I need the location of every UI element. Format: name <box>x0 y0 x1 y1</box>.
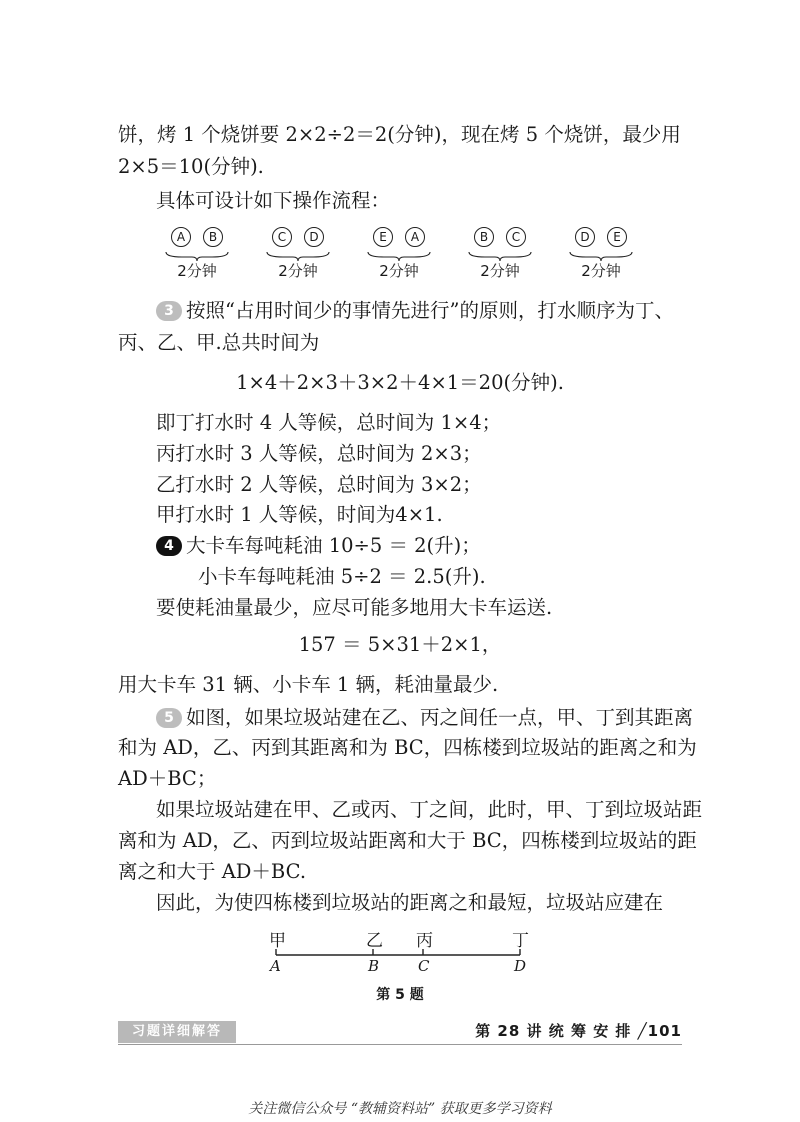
text-line: AD＋BC； <box>118 767 217 790</box>
watermark-text: 关注微信公众号 “教辅资料站” 获取更多学习资料 <box>248 1101 552 1117</box>
point-name: 乙 <box>366 931 383 951</box>
text-line: 离之和大于 AD＋BC. <box>118 860 307 883</box>
point-name: 丙 <box>416 931 433 951</box>
question-number-badge: 3 <box>156 301 182 321</box>
flow-step <box>162 226 232 280</box>
question-number-badge: 5 <box>156 708 182 728</box>
point-letter: C <box>418 957 430 975</box>
section-tag: 习题详细解答 <box>118 1021 236 1043</box>
question-number-badge: 4 <box>156 536 182 556</box>
flow-label: 2分钟 <box>581 262 621 280</box>
flow-label: 2分钟 <box>379 262 419 280</box>
circled-letter: E <box>607 227 627 247</box>
point-letter: B <box>368 957 380 975</box>
text-line: 乙打水时 2 人等候，总时间为 3×2； <box>156 473 482 496</box>
point-name: 甲 <box>269 931 286 951</box>
formula: 157 ＝ 5×31＋2×1， <box>298 633 502 656</box>
circled-letter: C <box>506 227 526 247</box>
text-line: 丙、乙、甲.总共时间为 <box>118 331 320 354</box>
text-line: 用大卡车 31 辆、小卡车 1 辆，耗油量最少. <box>118 673 499 696</box>
flow-step <box>566 226 636 280</box>
text: 大卡车每吨耗油 10÷5 ＝ 2(升)； <box>186 534 481 557</box>
page-footer <box>475 1020 682 1041</box>
text-line: 甲打水时 1 人等候，时间为4×1. <box>156 503 443 526</box>
point-letter: D <box>514 957 527 975</box>
text-line: 具体可设计如下操作流程： <box>156 189 391 212</box>
page-number: ╱101 <box>637 1022 682 1040</box>
text-line: 如果垃圾站建在甲、乙或丙、丁之间，此时，甲、丁到垃圾站距 <box>156 798 703 821</box>
text-line: 要使耗油量最少，应尽可能多地用大卡车运送. <box>156 596 553 619</box>
flow-step <box>465 226 535 280</box>
chapter-title: 第 28 讲 统 筹 安 排 <box>475 1022 632 1040</box>
flow-label: 2分钟 <box>480 262 520 280</box>
flow-step <box>364 226 434 280</box>
question-3-line <box>156 296 674 326</box>
circled-letter: B <box>203 227 223 247</box>
text-line: 因此，为使四栋楼到垃圾站的距离之和最短，垃圾站应建在 <box>156 891 664 914</box>
circled-letter: D <box>575 227 595 247</box>
question-4-line <box>156 531 481 561</box>
number-line-icon <box>260 940 550 970</box>
circled-letter: B <box>474 227 494 247</box>
point-letter: A <box>270 957 281 975</box>
figure-caption: 第 5 题 <box>376 987 424 1003</box>
text-line: 离和为 AD，乙、丙到垃圾站距离和大于 BC，四栋楼到垃圾站的距 <box>118 829 697 852</box>
circled-letter: C <box>272 227 292 247</box>
circled-letter: D <box>304 227 324 247</box>
text: 按照“占用时间少的事情先进行”的原则，打水顺序为丁、 <box>186 299 674 322</box>
flow-label: 2分钟 <box>177 262 217 280</box>
text-line: 即丁打水时 4 人等候，总时间为 1×4； <box>156 411 502 434</box>
text-line: 丙打水时 3 人等候，总时间为 2×3； <box>156 442 482 465</box>
circled-letter: E <box>373 227 393 247</box>
question-5-line <box>156 703 693 733</box>
text-line: 和为 AD，乙、丙到其距离和为 BC，四栋楼到垃圾站的距离之和为 <box>118 736 697 759</box>
circled-letter: A <box>171 227 191 247</box>
point-name: 丁 <box>512 931 529 951</box>
formula: 1×4＋2×3＋3×2＋4×1＝20(分钟). <box>236 371 564 394</box>
flow-step <box>263 226 333 280</box>
text-line: 饼，烤 1 个烧饼要 2×2÷2＝2(分钟)，现在烤 5 个烧饼，最少用 <box>118 123 681 146</box>
footer-divider <box>118 1044 682 1045</box>
flow-label: 2分钟 <box>278 262 318 280</box>
text: 如图，如果垃圾站建在乙、丙之间任一点，甲、丁到其距离 <box>186 706 694 729</box>
text-line: 2×5＝10(分钟). <box>118 155 264 178</box>
circled-letter: A <box>405 227 425 247</box>
text-line: 小卡车每吨耗油 5÷2 ＝ 2.5(升). <box>198 565 486 588</box>
